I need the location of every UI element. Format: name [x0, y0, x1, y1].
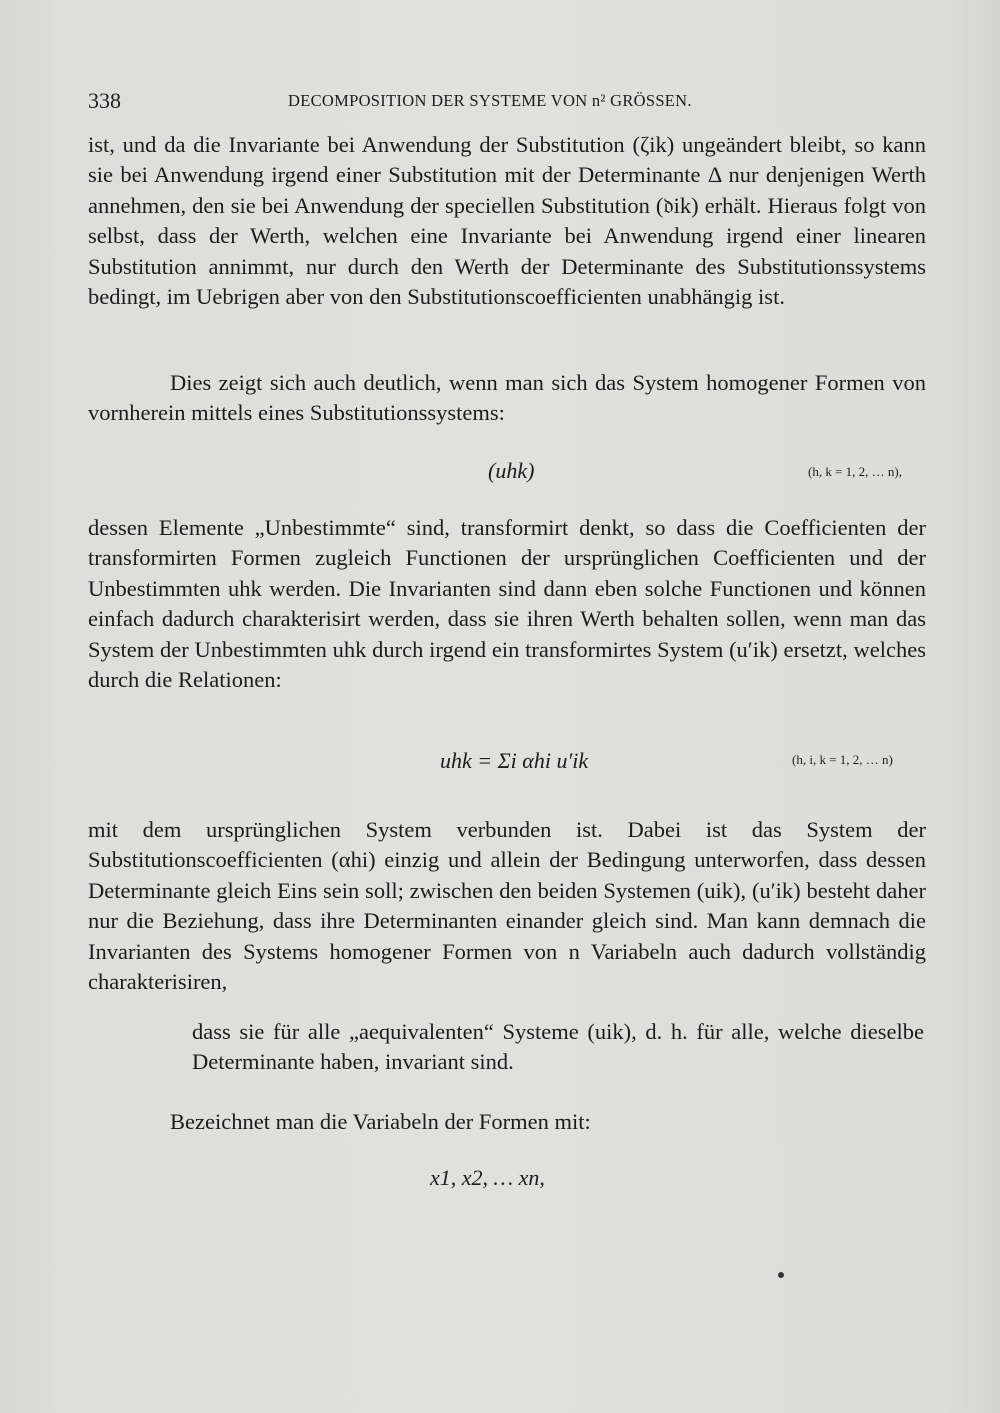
running-head: DECOMPOSITION DER SYSTEME VON n² GRÖSSEN. — [288, 91, 692, 110]
formula-relations: uhk = Σi αhi u′ik — [440, 748, 589, 773]
formula-index-range-2: (h, i, k = 1, 2, … n) — [792, 752, 893, 767]
paragraph-1: ist, und da die Invariante bei Anwendung der Substitution (ζik) ungeändert bleibt, so kann sie bei Anwendung irgend einer Substitution mit der Determinante Δ nur denjenigen Werth annehmen, den sie bei Anwendung der speciellen Substitution (𝔡ik) erhält. Hieraus folgt von selbst, dass der Werth, welchen eine Invariante bei Anwendung irgend einer linearen Substitution annimmt, nur durch den Werth der Determinante des Substitutionssystems bedingt, im Uebrigen aber von den Substitutionscoefficienten unabhängig ist. — [88, 132, 926, 310]
paragraph-3: dessen Elemente „Unbestimmte“ sind, transformirt denkt, so dass die Coefficienten der transformirten Formen zugleich Functionen der ursprünglichen Coefficienten und der Unbestimmten uhk werden. Die Invarianten sind dann eben solche Functionen und können einfach dadurch charakterisirt werden, dass sie ihren Werth behalten sollen, wenn man das System der Unbestimmten uhk durch irgend ein transformirtes System (u′ik) ersetzt, welches durch die Relationen: — [88, 515, 926, 693]
formula-substitution-system: (uhk) — [488, 458, 535, 483]
paragraph-6: Bezeichnet man die Variabeln der Formen mit: — [170, 1109, 591, 1134]
formula-index-range-1: (h, k = 1, 2, … n), — [808, 464, 902, 479]
paragraph-4: mit dem ursprünglichen System verbunden ist. Dabei ist das System der Substitutionscoefficienten (αhi) einzig und allein der Bedingung unterworfen, dass dessen Determinante gleich Eins sein soll; zwischen den beiden Systemen (uik), (u′ik) besteht daher nur die Beziehung, dass ihre Determinanten einander gleich sind. Man kann demnach die Invarianten des Systems homogener Formen von n Variabeln auch dadurch vollständig charakterisiren, — [88, 817, 926, 995]
ink-speck — [778, 1272, 784, 1278]
paragraph-2: Dies zeigt sich auch deutlich, wenn man sich das System homogener Formen von vornherein mittels eines Substitutionssystems: — [88, 370, 926, 426]
page-header — [88, 88, 933, 118]
paragraph-5-indented: dass sie für alle „aequivalenten“ Systeme (uik), d. h. für alle, welche dieselbe Determinante haben, invariant sind. — [192, 1019, 924, 1075]
formula-variables: x1, x2, … xn, — [430, 1165, 545, 1190]
page-number: 338 — [88, 88, 121, 113]
